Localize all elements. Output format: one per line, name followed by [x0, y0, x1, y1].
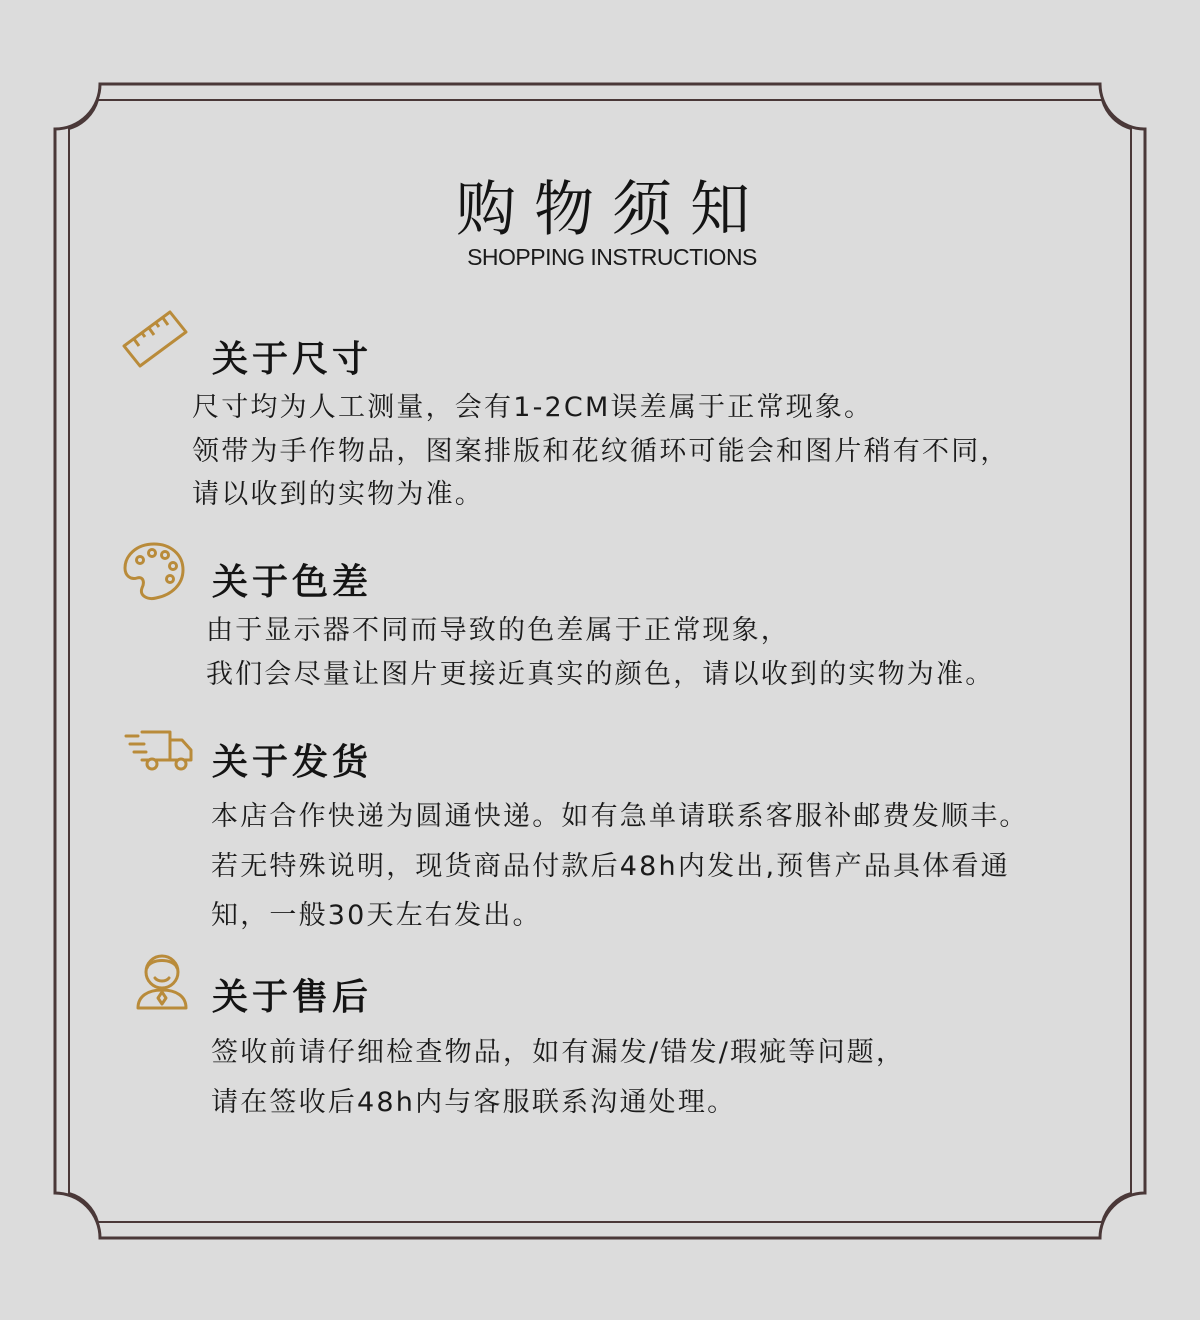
- section-size-line-2: 领带为手作物品，图案排版和花纹循环可能会和图片稍有不同，: [192, 436, 1010, 467]
- section-size-heading: 关于尺寸: [212, 339, 373, 380]
- section-color-line-1: 由于显示器不同而导致的色差属于正常现象，: [206, 615, 790, 646]
- customer-service-icon: [132, 950, 192, 1012]
- section-color-line-2: 我们会尽量让图片更接近真实的颜色，请以收到的实物为准。: [206, 659, 995, 690]
- section-shipping-line-1: 本店合作快递为圆通快递。如有急单请联系客服补邮费发顺丰。: [211, 801, 1029, 832]
- section-size-line-1: 尺寸均为人工测量，会有1-2CM误差属于正常现象。: [192, 392, 874, 423]
- section-shipping-line-2: 若无特殊说明，现货商品付款后48h内发出,预售产品具体看通: [211, 851, 1010, 882]
- section-shipping-line-3: 知，一般30天左右发出。: [211, 900, 542, 931]
- section-size-line-3: 请以收到的实物为准。: [192, 479, 484, 510]
- delivery-truck-icon: [124, 728, 194, 772]
- page-subtitle: SHOPPING INSTRUCTIONS: [467, 244, 757, 270]
- section-aftersales-line-2: 请在签收后48h内与客服联系沟通处理。: [211, 1087, 737, 1118]
- section-aftersales-heading: 关于售后: [212, 977, 373, 1018]
- page-title: 购物须知: [456, 175, 768, 245]
- section-aftersales-line-1: 签收前请仔细检查物品，如有漏发/错发/瑕疵等问题，: [211, 1037, 906, 1068]
- palette-icon: [122, 540, 186, 602]
- ruler-icon: [118, 306, 190, 370]
- section-color-heading: 关于色差: [212, 562, 373, 603]
- section-shipping-heading: 关于发货: [212, 742, 373, 783]
